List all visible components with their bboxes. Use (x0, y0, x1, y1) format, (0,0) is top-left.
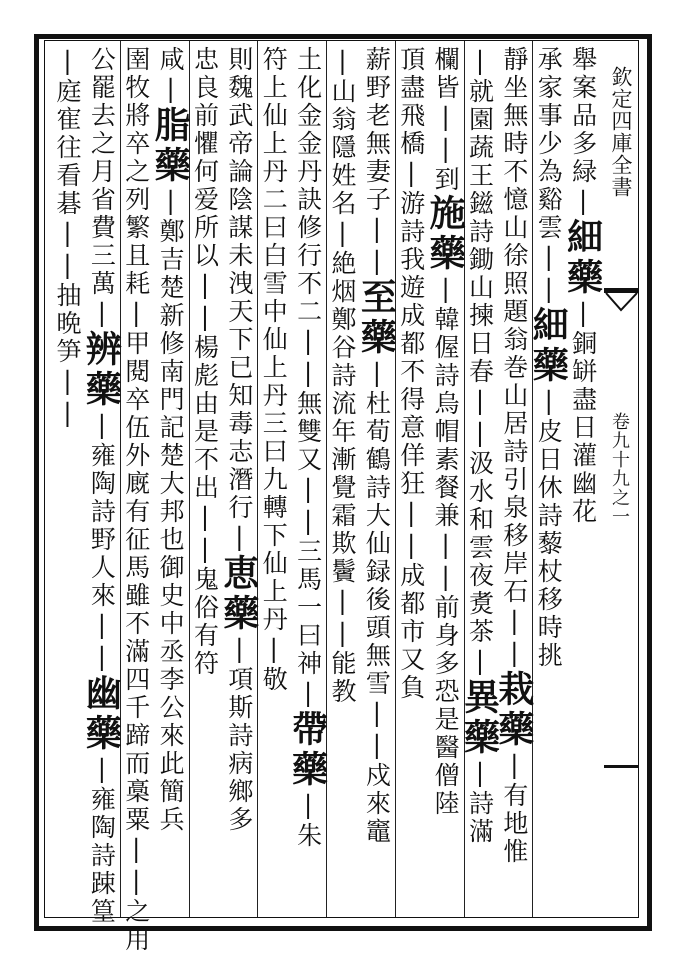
column-text: 欄皆||到 (431, 46, 461, 194)
column-text: |韓偓詩烏帽素餐兼||前身多恐是醫僧陸 (431, 274, 461, 818)
text-column (424, 46, 467, 908)
column-text: |山翁隱姓名|絶烟鄭谷詩流年漸覺霜欺鬢||能教 (328, 46, 357, 706)
herb-heading: 細藥 (561, 218, 604, 298)
text-column (52, 46, 82, 908)
text-column (561, 46, 604, 908)
herb-heading: 至藥 (355, 278, 398, 358)
herb-heading: 栽藥 (492, 670, 535, 750)
column-text: |皮日休詩藜杖移時挑 (534, 386, 564, 670)
column-text: |庭寉往看碁||抽晩笋|| (53, 46, 82, 430)
column-text: 土化金金丹訣修行不二||無雙又||三馬一曰神| (293, 46, 323, 710)
column-text: |銅缾盡日灌幽花 (568, 298, 598, 526)
column-text: 承家事少為谿雲|| (534, 46, 564, 306)
text-column (286, 46, 329, 908)
column-text: |雍陶詩踈篁 (87, 754, 117, 926)
text-column (121, 46, 151, 954)
fish-tail-bottom (604, 765, 639, 768)
text-column (80, 46, 123, 926)
herb-heading: 恵藥 (217, 554, 260, 634)
column-text: 舉案品多緑| (568, 46, 598, 218)
column-text: 符上仙上丹二曰白雪中仙上丹三曰九轉下仙上丹|敬 (259, 46, 289, 694)
text-column (149, 46, 192, 908)
text-column (527, 46, 570, 908)
column-text: 圉牧將卒之列繁且耗|甲閱卒伍外廐有征馬雖不滿四千蹄而槀粟||之用 (121, 46, 151, 954)
column-text: |項斯詩病鄉多 (224, 634, 254, 834)
text-column (217, 46, 260, 908)
herb-heading: 辨藥 (80, 330, 123, 410)
column-text: |有地惟 (499, 750, 529, 866)
text-column (355, 46, 398, 908)
book-title: 欽定四庫全書 (609, 66, 633, 198)
text-column (396, 46, 426, 908)
volume-label: 卷九十九之一 (609, 412, 630, 526)
text-column (458, 46, 501, 908)
herb-heading: 脂藥 (149, 106, 192, 186)
column-text: |朱 (293, 790, 323, 850)
fish-tail-mark (604, 288, 639, 316)
column-text: |鄭吉楚新修南門記楚大邦也御史中丞李公來此簡兵 (156, 186, 186, 834)
text-column (258, 46, 288, 908)
column-text: 咸| (156, 46, 186, 106)
herb-heading: 施藥 (424, 194, 467, 274)
column-text: |杜荀鶴詩大仙録後頭無雪||戍來竈 (362, 358, 392, 846)
column-text: 忠良前懼何爱所以||楊彪由是不出||鬼俗有符 (190, 46, 220, 678)
herb-heading: 細藥 (527, 306, 570, 386)
herb-heading: 異藥 (458, 678, 501, 758)
text-column (492, 46, 535, 908)
column-text: 公罷去之月省費三萬| (87, 46, 117, 330)
column-text: 則魏武帝論陰謀未洩天下已知毒志潛行| (224, 46, 254, 554)
column-text: |詩滿 (465, 758, 495, 846)
column-text: 頂盡飛橋|游詩我遊成都不得意佯狂||成都市又負 (396, 46, 426, 702)
column-text: 薪野老無妻子|| (362, 46, 392, 278)
text-column (327, 46, 357, 908)
column-text: |雍陶詩野人來|| (87, 410, 117, 674)
herb-heading: 帶藥 (286, 710, 329, 790)
column-text: 靜坐無時不憶山徐照題翁巻山居詩引泉移岸石|| (499, 46, 529, 670)
column-text: |就園蔬王鎡詩鋤山揀日春||汲水和雲夜煑茶| (465, 46, 495, 678)
herb-heading: 幽藥 (80, 674, 123, 754)
text-column (190, 46, 220, 908)
